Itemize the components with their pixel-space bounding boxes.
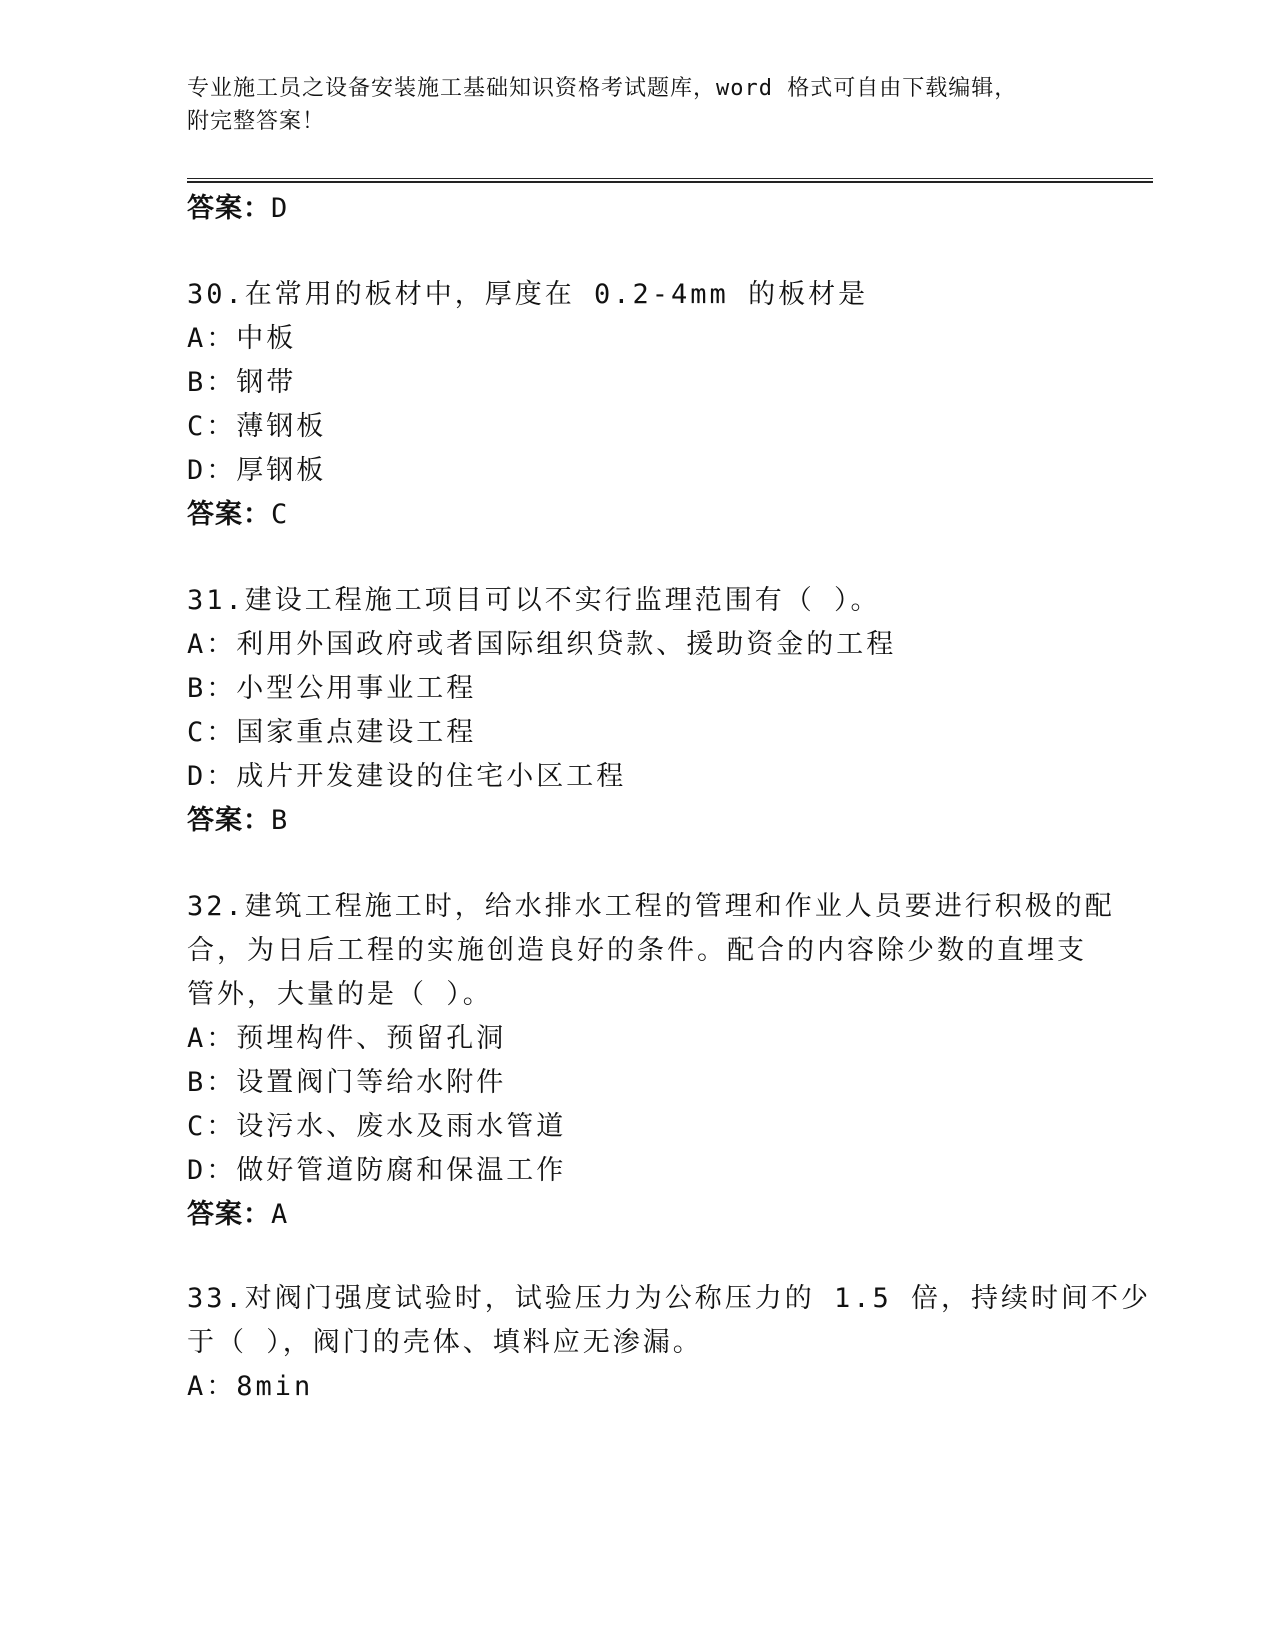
question-31-option-c: C：国家重点建设工程	[187, 717, 477, 748]
answer-value: A	[271, 1199, 288, 1230]
question-32-option-a: A：预埋构件、预留孔洞	[187, 1023, 507, 1054]
header-line-1: 专业施工员之设备安装施工基础知识资格考试题库，word 格式可自由下载编辑，	[187, 76, 1018, 101]
question-30-option-b: B：钢带	[187, 367, 297, 398]
question-33-stem-line-2: 于（ ），阀门的壳体、填料应无渗漏。	[187, 1327, 703, 1358]
question-31-option-a: A：利用外国政府或者国际组织贷款、援助资金的工程	[187, 629, 897, 660]
answer-value: D	[271, 193, 288, 224]
question-33-option-a: A：8min	[187, 1371, 314, 1402]
header-divider-thick	[187, 181, 1153, 183]
question-32-option-b: B：设置阀门等给水附件	[187, 1067, 507, 1098]
answer-label: 答案：	[187, 1199, 271, 1230]
question-32-stem-line-2: 合，为日后工程的实施创造良好的条件。配合的内容除少数的直埋支	[187, 935, 1087, 966]
question-32-option-d: D：做好管道防腐和保温工作	[187, 1155, 567, 1186]
question-30-stem: 30.在常用的板材中，厚度在 0.2-4mm 的板材是	[187, 279, 869, 310]
answer-label: 答案：	[187, 499, 271, 530]
question-32-answer	[187, 1192, 287, 1237]
answer-value: B	[271, 805, 288, 836]
question-32-stem-line-3: 管外，大量的是（ ）。	[187, 979, 493, 1010]
question-31-stem: 31.建设工程施工项目可以不实行监理范围有（ ）。	[187, 585, 881, 616]
question-30-option-c: C：薄钢板	[187, 411, 327, 442]
document-header	[187, 72, 1087, 138]
answer-value: C	[271, 499, 288, 530]
answer-label: 答案：	[187, 805, 271, 836]
question-30-answer	[187, 492, 287, 537]
question-31-answer	[187, 798, 287, 843]
question-33-stem-line-1: 33.对阀门强度试验时，试验压力为公称压力的 1.5 倍，持续时间不少	[187, 1283, 1152, 1314]
answer-prev	[187, 186, 287, 231]
question-30-option-a: A：中板	[187, 323, 297, 354]
question-30-option-d: D：厚钢板	[187, 455, 327, 486]
header-divider-thin	[187, 178, 1153, 179]
header-line-2: 附完整答案！	[187, 109, 326, 134]
question-32-stem-line-1: 32.建筑工程施工时，给水排水工程的管理和作业人员要进行积极的配	[187, 891, 1115, 922]
question-32-option-c: C：设污水、废水及雨水管道	[187, 1111, 567, 1142]
question-31-option-b: B：小型公用事业工程	[187, 673, 477, 704]
answer-label: 答案：	[187, 193, 271, 224]
question-31-option-d: D：成片开发建设的住宅小区工程	[187, 761, 627, 792]
